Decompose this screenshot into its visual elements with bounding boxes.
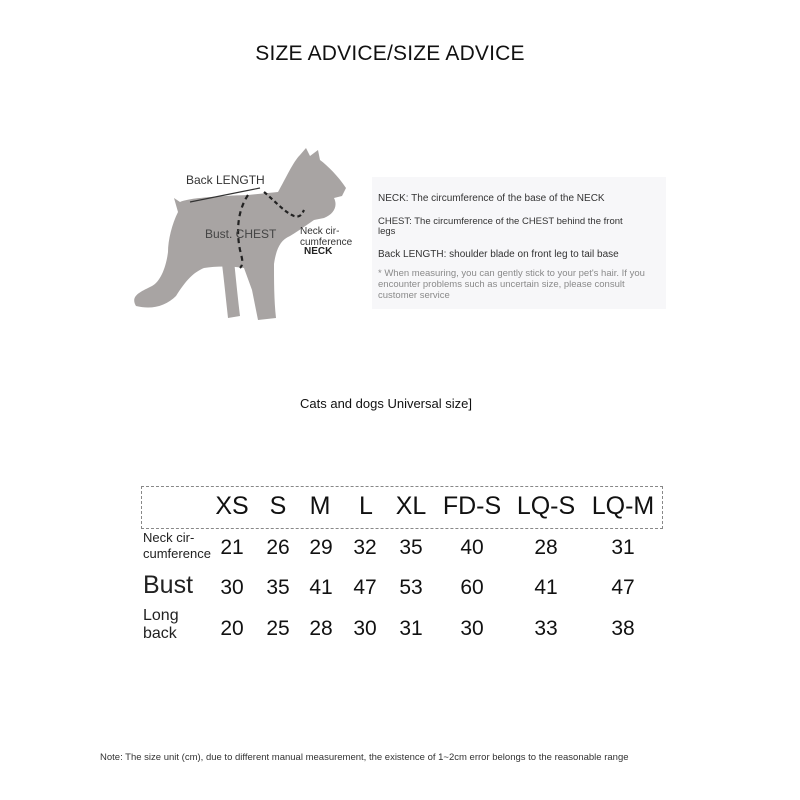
header-lq-s: LQ-S xyxy=(516,492,576,520)
header-m: M xyxy=(309,492,331,520)
header-l: L xyxy=(359,492,373,520)
table-cell: 21 xyxy=(220,536,244,559)
size-chart-subtitle: Cats and dogs Universal size] xyxy=(300,396,472,411)
legend-neck: NECK: The circumference of the base of the NECK xyxy=(378,193,605,204)
table-cell: 30 xyxy=(460,617,484,640)
row-label-neck: Neck cir-cumference xyxy=(143,530,211,561)
legend-chest: CHEST: The circumference of the CHEST behind the front legs xyxy=(378,216,623,237)
neck-circumference-label: Neck cir-cumference xyxy=(300,226,353,248)
table-cell: 41 xyxy=(309,576,333,599)
table-cell: 30 xyxy=(353,617,377,640)
table-cell: 35 xyxy=(399,536,423,559)
table-cell: 28 xyxy=(309,617,333,640)
table-cell: 20 xyxy=(220,617,244,640)
table-cell: 31 xyxy=(611,536,635,559)
measurement-note: Note: The size unit (cm), due to different manual measurement, the existence of 1~2cm error belongs to the reasonable range xyxy=(100,752,629,763)
legend-back-length: Back LENGTH: shoulder blade on front leg to tail base xyxy=(378,249,619,260)
header-s: S xyxy=(269,492,287,520)
neck-label: NECK xyxy=(304,246,333,257)
table-cell: 31 xyxy=(399,617,423,640)
row-label-bust: Bust xyxy=(143,571,194,599)
back-length-label: Back LENGTH xyxy=(186,173,265,187)
table-cell: 38 xyxy=(611,617,635,640)
table-cell: 53 xyxy=(399,576,423,599)
table-cell: 28 xyxy=(534,536,558,559)
table-cell: 47 xyxy=(611,576,635,599)
measurement-legend xyxy=(372,177,666,309)
table-cell: 29 xyxy=(309,536,333,559)
table-cell: 25 xyxy=(266,617,290,640)
bust-chest-label: Bust. CHEST xyxy=(205,227,277,241)
table-cell: 47 xyxy=(353,576,377,599)
table-cell: 32 xyxy=(353,536,377,559)
table-cell: 60 xyxy=(460,576,484,599)
table-cell: 26 xyxy=(266,536,290,559)
header-fd-s: FD-S xyxy=(442,492,502,520)
page-title: SIZE ADVICE/SIZE ADVICE xyxy=(255,42,525,65)
table-cell: 33 xyxy=(534,617,558,640)
table-cell: 30 xyxy=(220,576,244,599)
row-label-long-back: Long back xyxy=(143,607,179,642)
header-lq-m: LQ-M xyxy=(591,492,655,520)
table-cell: 40 xyxy=(460,536,484,559)
legend-measuring-note: * When measuring, you can gently stick to your pet's hair. If you encounter problems such as uncertain size, please consult customer service xyxy=(378,268,645,301)
header-xl: XL xyxy=(395,492,427,520)
table-cell: 41 xyxy=(534,576,558,599)
table-cell: 35 xyxy=(266,576,290,599)
header-xs: XS xyxy=(215,492,249,520)
